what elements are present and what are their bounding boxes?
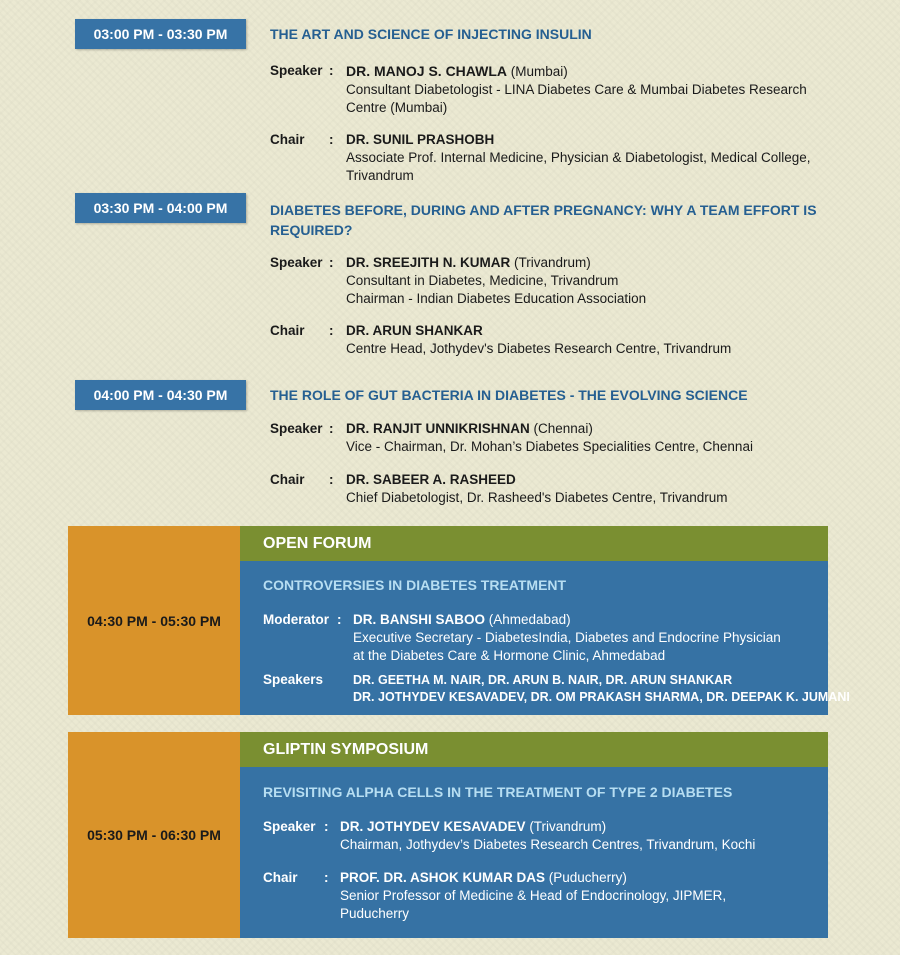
chair-affiliation: Puducherry xyxy=(340,906,410,921)
speaker-affiliation: Consultant Diabetologist - LINA Diabetes Care & Mumbai Diabetes Research xyxy=(346,82,807,97)
speakers-line: DR. JOTHYDEV KESAVADEV, DR. OM PRAKASH SHARMA, DR. DEEPAK K. JUMANI xyxy=(353,690,850,704)
session-2-chair xyxy=(346,322,826,358)
forum-speakers xyxy=(353,672,850,706)
session-1-chair-label: Chair xyxy=(270,132,305,147)
session-2-title xyxy=(270,200,830,240)
chair-name: PROF. DR. ASHOK KUMAR DAS xyxy=(340,870,546,885)
chair-name: DR. ARUN SHANKAR xyxy=(346,323,483,338)
colon: : xyxy=(324,870,329,885)
speaker-location: (Trivandrum) xyxy=(529,819,607,834)
speaker-affiliation: Consultant in Diabetes, Medicine, Trivandrum xyxy=(346,273,619,288)
symposium-header: GLIPTIN SYMPOSIUM xyxy=(240,732,828,767)
speaker-location: (Trivandrum) xyxy=(514,255,591,270)
chair-affiliation: Associate Prof. Internal Medicine, Physician & Diabetologist, Medical College, xyxy=(346,150,811,165)
symposium-subtitle: REVISITING ALPHA CELLS IN THE TREATMENT OF TYPE 2 DIABETES xyxy=(263,784,733,800)
chair-name: DR. SABEER A. RASHEED xyxy=(346,472,516,487)
session-2-time: 03:30 PM - 04:00 PM xyxy=(75,193,246,223)
symposium-time-block xyxy=(68,732,240,938)
moderator-affiliation: Executive Secretary - DiabetesIndia, Diabetes and Endocrine Physician xyxy=(353,630,781,645)
session-3-chair-label: Chair xyxy=(270,472,305,487)
colon: : xyxy=(329,421,334,436)
speakers-line: DR. GEETHA M. NAIR, DR. ARUN B. NAIR, DR. ARUN SHANKAR xyxy=(353,673,733,687)
chair-affiliation: Trivandrum xyxy=(346,168,414,183)
session-3-speaker-label: Speaker xyxy=(270,421,323,436)
title-line: DIABETES BEFORE, DURING AND AFTER PREGNANCY: WHY A TEAM EFFORT IS xyxy=(270,202,817,218)
symposium-panel xyxy=(240,767,828,938)
forum-panel xyxy=(240,561,850,715)
speaker-location: (Mumbai) xyxy=(510,64,568,79)
symposium-time: 05:30 PM - 06:30 PM xyxy=(87,827,221,843)
session-3-title: THE ROLE OF GUT BACTERIA IN DIABETES - THE EVOLVING SCIENCE xyxy=(270,387,748,403)
speaker-name: DR. RANJIT UNNIKRISHNAN xyxy=(346,421,530,436)
session-3-chair xyxy=(346,471,826,507)
colon: : xyxy=(337,612,342,627)
colon: : xyxy=(329,63,334,78)
speaker-name: DR. JOTHYDEV KESAVADEV xyxy=(340,819,526,834)
chair-name: DR. SUNIL PRASHOBH xyxy=(346,132,495,147)
colon: : xyxy=(329,255,334,270)
speaker-affiliation: Vice - Chairman, Dr. Mohan’s Diabetes Specialities Centre, Chennai xyxy=(346,439,753,454)
session-2-speaker xyxy=(346,254,826,308)
chair-affiliation: Chief Diabetologist, Dr. Rasheed's Diabetes Centre, Trivandrum xyxy=(346,490,728,505)
session-2-chair-label: Chair xyxy=(270,323,305,338)
speaker-location: (Chennai) xyxy=(533,421,593,436)
chair-affiliation: Centre Head, Jothydev's Diabetes Research Centre, Trivandrum xyxy=(346,341,732,356)
colon: : xyxy=(329,323,334,338)
forum-time: 04:30 PM - 05:30 PM xyxy=(87,612,221,629)
colon: : xyxy=(329,472,334,487)
title-line: REQUIRED? xyxy=(270,222,353,238)
moderator-affiliation: at the Diabetes Care & Hormone Clinic, Ahmedabad xyxy=(353,648,666,663)
symposium-speaker xyxy=(340,818,755,854)
forum-subtitle: CONTROVERSIES IN DIABETES TREATMENT xyxy=(263,577,567,593)
session-1-chair xyxy=(346,131,826,185)
speaker-name: DR. MANOJ S. CHAWLA xyxy=(346,63,507,79)
forum-moderator-label: Moderator xyxy=(263,612,330,627)
forum-speakers-label: Speakers xyxy=(263,672,324,687)
session-1-title: THE ART AND SCIENCE OF INJECTING INSULIN xyxy=(270,26,592,42)
colon: : xyxy=(329,132,334,147)
session-3-time: 04:00 PM - 04:30 PM xyxy=(75,380,246,410)
symposium-speaker-label: Speaker xyxy=(263,819,316,834)
session-2-speaker-label: Speaker xyxy=(270,255,323,270)
moderator-name: DR. BANSHI SABOO xyxy=(353,612,486,627)
speaker-affiliation: Chairman - Indian Diabetes Education Association xyxy=(346,291,647,306)
forum-header: OPEN FORUM xyxy=(240,526,828,561)
colon: : xyxy=(324,819,329,834)
symposium-chair xyxy=(340,869,726,923)
speaker-affiliation: Centre (Mumbai) xyxy=(346,100,448,115)
forum-time-block xyxy=(68,526,240,715)
speaker-affiliation: Chairman, Jothydev’s Diabetes Research Centres, Trivandrum, Kochi xyxy=(340,837,756,852)
session-1-speaker xyxy=(346,62,826,117)
session-3-speaker xyxy=(346,420,826,456)
session-1-speaker-label: Speaker xyxy=(270,63,323,78)
symposium-chair-label: Chair xyxy=(263,870,298,885)
chair-affiliation: Senior Professor of Medicine & Head of Endocrinology, JIPMER, xyxy=(340,888,727,903)
chair-location: (Puducherry) xyxy=(548,870,627,885)
moderator-location: (Ahmedabad) xyxy=(488,612,571,627)
forum-moderator xyxy=(353,611,781,665)
speaker-name: DR. SREEJITH N. KUMAR xyxy=(346,255,511,270)
session-1-time: 03:00 PM - 03:30 PM xyxy=(75,19,246,49)
